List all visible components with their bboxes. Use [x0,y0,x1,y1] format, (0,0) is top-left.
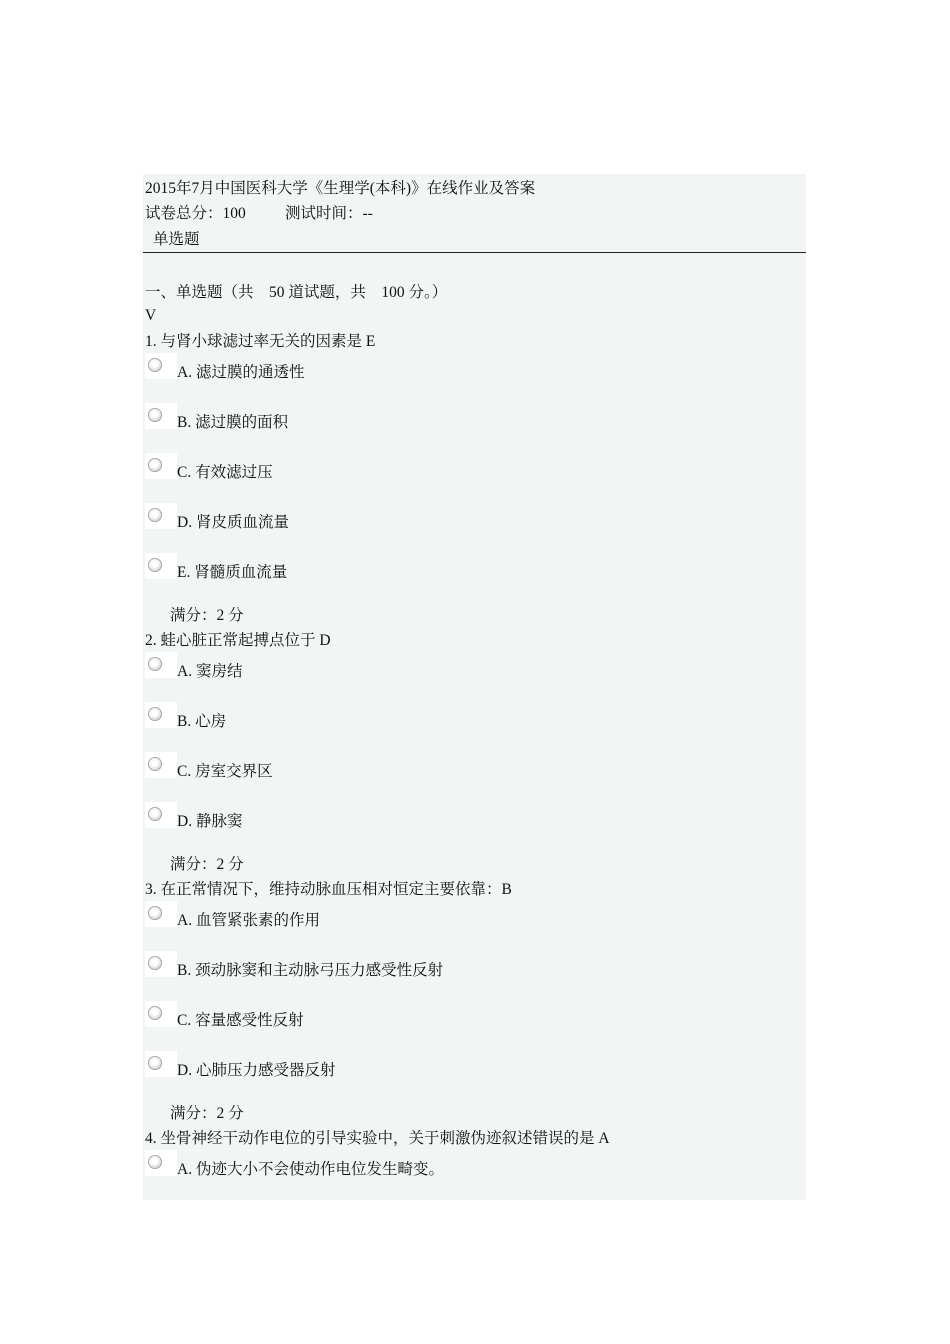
section-heading: 一、单选题（共 50 道试题，共 100 分。） [145,284,448,301]
page-title: 2015年7月中国医科大学《生理学(本科)》在线作业及答案 [145,180,536,197]
question-score: 满分：2 分 [170,856,244,873]
option-label: C. 有效滤过压 [177,464,273,481]
radio-option-a[interactable] [148,906,162,920]
question-score: 满分：2 分 [170,607,244,624]
section-tab[interactable]: 单选题 [153,231,200,248]
radio-option-a[interactable] [148,1155,162,1169]
radio-option-c[interactable] [148,1006,162,1020]
radio-option-d[interactable] [148,508,162,522]
option-label: D. 心肺压力感受器反射 [177,1062,336,1079]
option-label: C. 房室交界区 [177,763,273,780]
radio-option-c[interactable] [148,458,162,472]
option-label: B. 心房 [177,713,227,730]
option-label: C. 容量感受性反射 [177,1012,304,1029]
option-label: A. 伪迹大小不会使动作电位发生畸变。 [177,1161,444,1178]
radio-option-d[interactable] [148,807,162,821]
option-label: E. 肾髓质血流量 [177,564,288,581]
option-label: A. 血管紧张素的作用 [177,912,320,929]
section-marker: V [145,307,157,324]
question-stem: 1. 与肾小球滤过率无关的因素是 E [145,333,376,350]
radio-option-a[interactable] [148,657,162,671]
radio-option-b[interactable] [148,707,162,721]
radio-option-a[interactable] [148,358,162,372]
question-stem: 4. 坐骨神经干动作电位的引导实验中，关于刺激伪迹叙述错误的是 A [145,1130,610,1147]
test-time: 测试时间：-- [285,205,373,222]
header-divider [143,252,806,253]
radio-option-b[interactable] [148,956,162,970]
total-score: 试卷总分：100 [145,205,246,222]
option-label: A. 滤过膜的通透性 [177,364,305,381]
question-score: 满分：2 分 [170,1105,244,1122]
radio-option-c[interactable] [148,757,162,771]
radio-option-d[interactable] [148,1056,162,1070]
option-label: D. 肾皮质血流量 [177,514,289,531]
document-panel [143,174,806,1200]
option-label: B. 颈动脉窦和主动脉弓压力感受性反射 [177,962,444,979]
question-stem: 2. 蛙心脏正常起搏点位于 D [145,632,331,649]
radio-option-e[interactable] [148,558,162,572]
option-label: A. 窦房结 [177,663,243,680]
question-stem: 3. 在正常情况下，维持动脉血压相对恒定主要依靠：B [145,881,512,898]
option-label: B. 滤过膜的面积 [177,414,289,431]
radio-option-b[interactable] [148,408,162,422]
option-label: D. 静脉窦 [177,813,243,830]
